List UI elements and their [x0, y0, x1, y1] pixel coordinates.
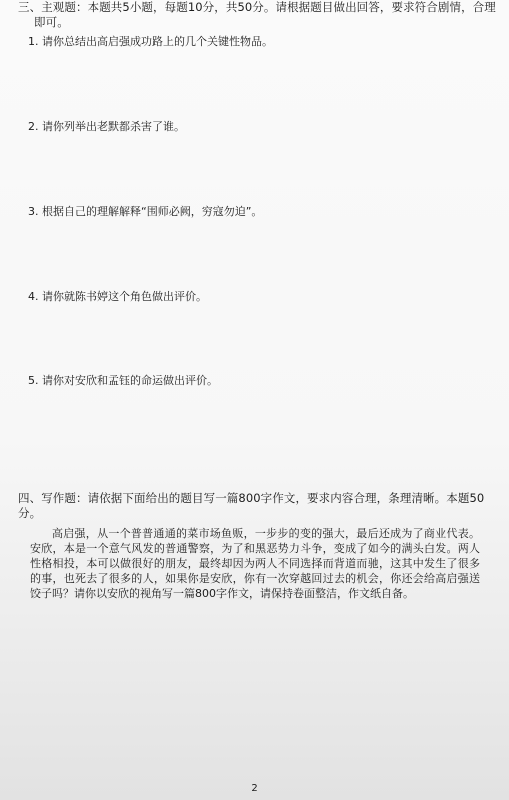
- question-1: 1. 请你总结出高启强成功路上的几个关键性物品。: [28, 35, 273, 48]
- essay-prompt-paragraph: 高启强，从一个普普通通的菜市场鱼贩，一步步的变的强大，最后还成为了商业代表。安欣，本是一个意气风发的普通警察，为了和黑恶势力斗争，变成了如今的满头白发。两人性格相投，本可以做很好的朋友，最终却因为两人不同选择而背道而驰，这其中发生了很多的事，也死去了很多的人，如果你是安欣，你有一次穿越回过去的机会，你还会给高启强送饺子吗？请你以安欣的视角写一篇800字作文，请保持卷面整洁，作文纸自备。: [30, 527, 480, 600]
- section-3-heading-continuation: 即可。: [34, 15, 69, 29]
- question-4: 4. 请你就陈书婷这个角色做出评价。: [28, 290, 207, 303]
- question-3: 3. 根据自己的理解解释“围师必阙，穷寇勿迫”。: [28, 205, 263, 218]
- section-4-heading: 四、写作题：请依据下面给出的题目写一篇800字作文，要求内容合理，条理清晰。本题50分。: [18, 491, 485, 520]
- page-number: 2: [251, 783, 258, 794]
- section-3-heading-text: 三、主观题：本题共5小题，每题10分，共50分。请根据题目做出回答，要求符合剧情，合理: [18, 0, 496, 14]
- question-5: 5. 请你对安欣和孟钰的命运做出评价。: [28, 374, 218, 387]
- section-3-heading: [18, 0, 498, 30]
- question-2: 2. 请你列举出老默都杀害了谁。: [28, 120, 185, 133]
